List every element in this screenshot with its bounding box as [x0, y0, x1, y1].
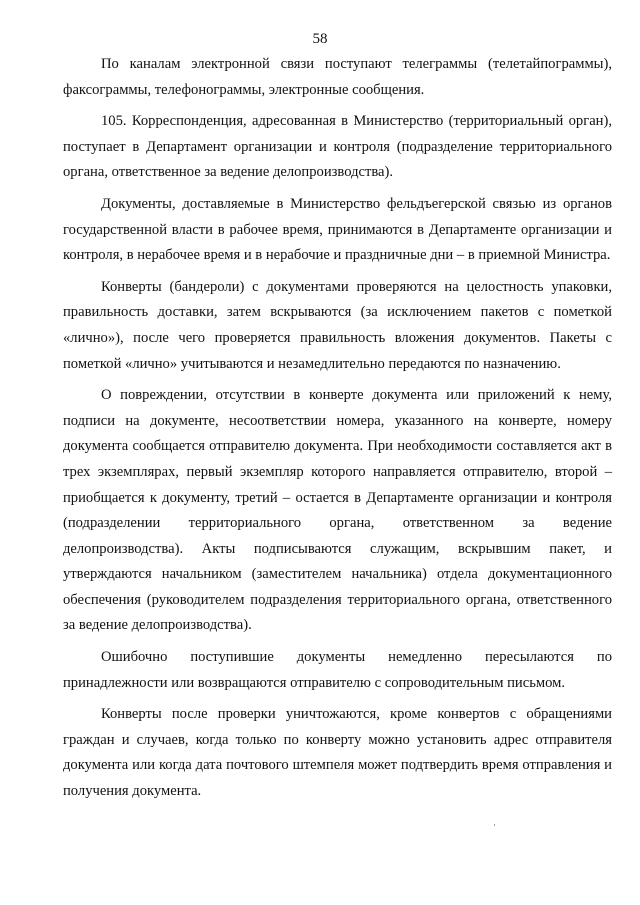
paragraph-envelope-check: Конверты (бандероли) с документами проверяются на целостность упаковки, правильность доставки, затем вскрываются (за исключением пакетов с пометкой «лично»), после чего проверяется правильность вложения документов. Пакеты с пометкой «лично» учитываются и незамедлительно передаются по назначению. [63, 278, 612, 372]
paragraph-105-correspondence: 105. Корреспонденция, адресованная в Министерство (территориальный орган), поступает в Департамент организации и контроля (подразделение территориального органа, ответственное за ведение делопроизводства). [63, 113, 612, 181]
paragraph-envelope-destruction: Конверты после проверки уничтожаются, кроме конвертов с обращениями граждан и случаев, когда только по конверту можно установить адрес отправителя документа или когда дата почтового штемпеля может подтвердить время отправления и получения документа. [63, 706, 612, 800]
paragraph-misdelivered: Ошибочно поступившие документы немедленно пересылаются по принадлежности или возвращаются отправителю с сопроводительным письмом. [63, 649, 612, 691]
document-body [63, 52, 612, 811]
paragraph-damage-act: О повреждении, отсутствии в конверте документа или приложений к нему, подписи на документе, несоответствии номера, указанного на конверте, номеру документа сообщается отправителю документа. При необходимости составляется акт в трех экземплярах, первый экземпляр которого направляется отправителю, второй – приобщается к документу, третий – остается в Департаменте организации и контроля (подразделении территориального органа, ответственном за ведение делопроизводства). Акты подписываются служащим, вскрывшим пакет, и утверждаются начальником (заместителем начальника) отдела документационного обеспечения (руководителем подразделения территориального органа, ответственного за ведение делопроизводства). [63, 387, 612, 634]
paragraph-courier-documents: Документы, доставляемые в Министерство фельдъегерской связью из органов государственной власти в рабочее время, принимаются в Департаменте организации и контроля, в нерабочее время и в нерабочие и праздничные дни – в приемной Министра. [63, 195, 612, 264]
page-number: 58 [312, 31, 328, 47]
paragraph-electronic-channels: По каналам электронной связи поступают телеграммы (телетайпограммы), факсограммы, телефонограммы, электронные сообщения. [63, 56, 612, 98]
scan-speck [494, 824, 495, 826]
